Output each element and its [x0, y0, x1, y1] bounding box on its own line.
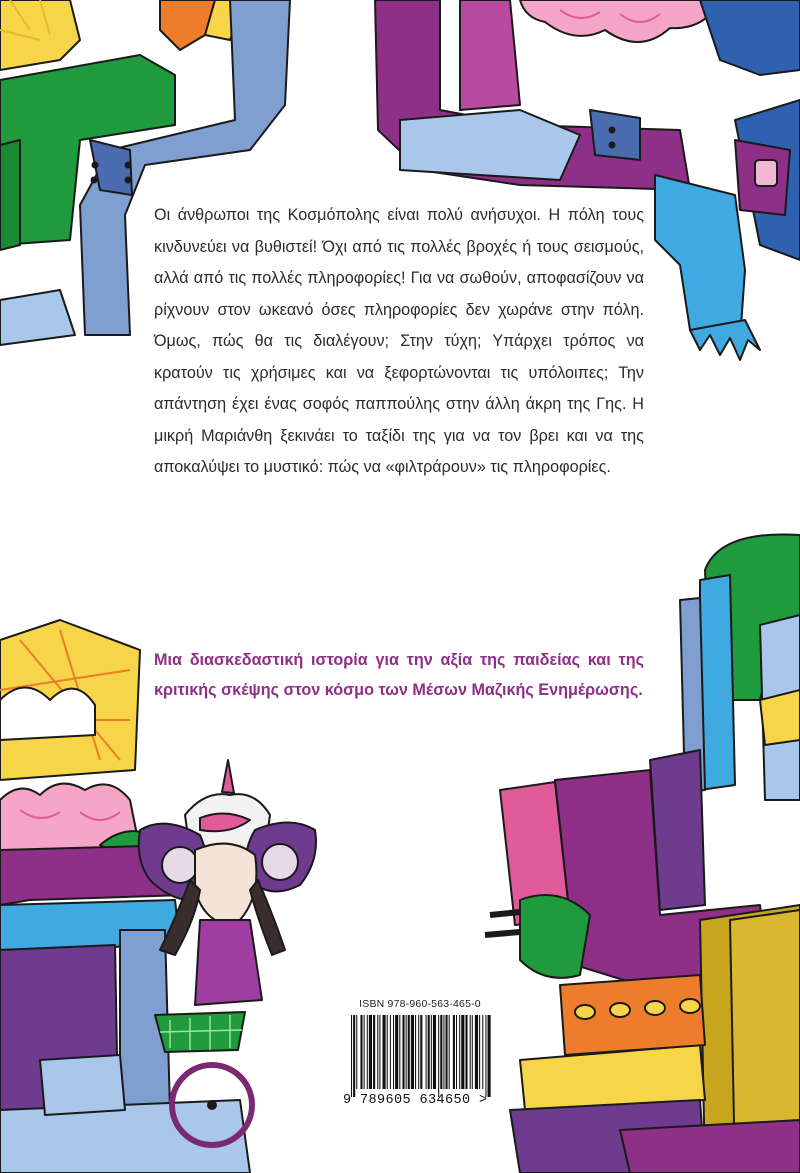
barcode-bar — [387, 1015, 388, 1089]
barcode-bar — [426, 1015, 427, 1089]
barcode-bar — [411, 1015, 414, 1089]
barcode-bar — [431, 1015, 432, 1089]
barcode-bar — [485, 1015, 486, 1097]
barcode-bar — [433, 1015, 436, 1089]
blurb-paragraph: Οι άνθρωποι της Κοσμόπολης είναι πολύ ανήσυχοι. Η πόλη τους κινδυνεύει να βυθιστεί! Όχι από τις πολλές βροχές ή τους σεισμούς, αλλά από τις πολλές πληροφορίες! Για να σωθούν, αποφασίζουν να ρίχνουν στον ωκεανό όσες πληροφορίες δεν χωράνε στην πόλη. Όμως, πώς θα τις διαλέγουν; Στην τύχη; Υπάρχει τρόπος να κρατούν τις χρήσιμες και να ξεφορτώνονται τις υπόλοιπες; Την απάντηση έχει ένας σοφός παππούλης στην άλλη άκρη της Γης. Η μικρή Μαριάνθη ξεκινάει το ταξίδι της για να τον βρει και να της αποκαλύψει το μυστικό: πώς να «φιλτράρουν» τις πληροφορίες. — [154, 206, 644, 476]
barcode-bar — [443, 1015, 444, 1089]
isbn-label: ISBN 978-960-563-465-0 — [359, 998, 481, 1010]
back-cover-blurb — [154, 200, 644, 484]
barcode-bar — [449, 1015, 450, 1089]
barcode-bar — [456, 1015, 457, 1089]
barcode-bar — [446, 1015, 448, 1089]
barcode-bar — [356, 1015, 357, 1089]
barcode-bar — [379, 1015, 380, 1089]
barcode-bar — [488, 1015, 491, 1097]
barcode-image — [349, 1015, 491, 1097]
barcode-bar — [428, 1015, 430, 1089]
barcode-digits: 9 789605 634650 > — [343, 1093, 488, 1108]
barcode-bar — [438, 1015, 439, 1097]
barcode-bar — [383, 1015, 386, 1089]
isbn-barcode-box — [341, 993, 499, 1117]
barcode-bar — [408, 1015, 410, 1089]
barcode-bar — [472, 1015, 473, 1089]
barcode-bar — [373, 1015, 375, 1089]
back-cover-tagline — [154, 645, 644, 705]
barcode-bar — [360, 1015, 362, 1089]
barcode-bar — [393, 1015, 394, 1089]
barcode-bar — [395, 1015, 398, 1089]
barcode-bar — [353, 1015, 355, 1097]
barcode-bar — [402, 1015, 404, 1089]
barcode-bar — [390, 1015, 391, 1089]
barcode-bar — [465, 1015, 467, 1089]
right-pipes — [485, 534, 800, 1173]
barcode-bar — [453, 1015, 455, 1089]
barcode-bar — [367, 1015, 368, 1089]
barcode-bar — [415, 1015, 416, 1089]
barcode-bar — [475, 1015, 478, 1089]
barcode-bar — [420, 1015, 422, 1089]
barcode-bar — [459, 1015, 460, 1089]
sun-left — [0, 620, 140, 780]
barcode-bar — [364, 1015, 365, 1089]
barcode-bar — [470, 1015, 471, 1089]
barcode-bar — [369, 1015, 372, 1089]
barcode-bar — [351, 1015, 352, 1097]
barcode-bar — [461, 1015, 464, 1089]
barcode-bar — [418, 1015, 419, 1089]
barcode-bar — [479, 1015, 480, 1089]
barcode-bar — [377, 1015, 378, 1089]
barcode-bar — [482, 1015, 483, 1089]
barcode-bar — [406, 1015, 407, 1089]
barcode-bar — [399, 1015, 400, 1089]
tagline-text: Μια διασκεδαστική ιστορία για την αξία της παιδείας και της κριτικής σκέψης στον κόσμο των Μέσων Μαζικής Ενημέρωσης. — [154, 651, 644, 699]
barcode-bar — [440, 1015, 442, 1089]
